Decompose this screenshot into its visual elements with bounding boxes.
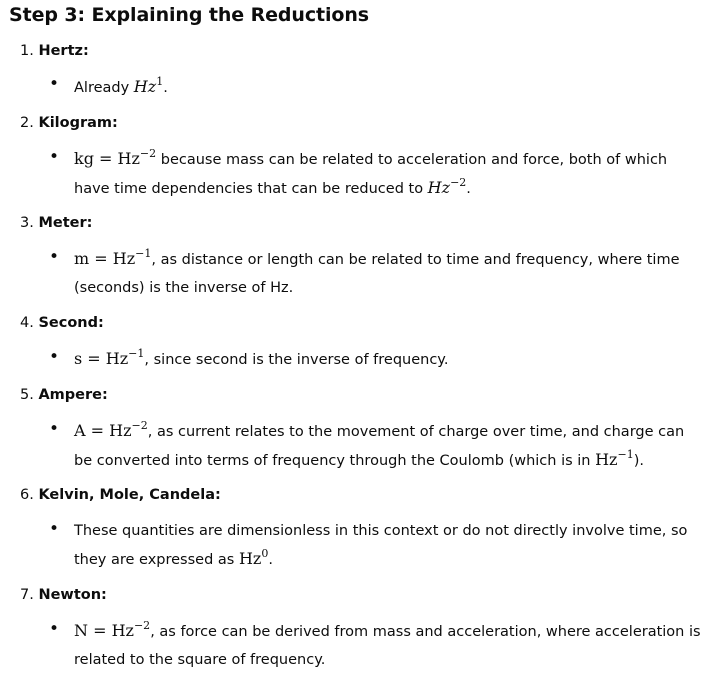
math-equation: A = Hz	[74, 421, 132, 440]
math-expression: Hz	[238, 549, 262, 568]
list-item-number: 4. Second:	[20, 315, 104, 331]
list-item-number: 6. Kelvin, Mole, Candela:	[20, 487, 221, 503]
math-exponent: −2	[133, 619, 151, 632]
math-exponent: 1	[156, 75, 164, 88]
math-expression: Hz	[133, 77, 157, 96]
list-item-text: kg = $Hz^{-2}$ because mass can be related to acceleration and force, both of which have time dependencies that can be reduced to $Hz^{-2}$.	[74, 147, 668, 197]
list-item-number: 5. Ampere:	[20, 387, 108, 403]
list-item-title: Kelvin, Mole, Candela:	[38, 487, 221, 503]
bullet-icon: •	[49, 419, 60, 439]
list-item-number: 3. Meter:	[20, 215, 93, 231]
math-exponent: −2	[450, 176, 467, 189]
math-exponent: −2	[139, 147, 157, 160]
math-exponent: 0	[261, 547, 269, 560]
math-equation: s = Hz	[74, 349, 129, 368]
list-item-text: Already Hz$^1$.	[74, 75, 168, 96]
list-item-text: $s = Hz^{-1}$, since second is the inverse of frequency.	[74, 347, 449, 368]
list-item-title: Kilogram:	[38, 115, 118, 131]
bullet-icon: •	[49, 519, 60, 539]
math-equation: kg = Hz	[74, 149, 140, 168]
list-item-title: Hertz:	[38, 43, 89, 59]
bullet-icon: •	[49, 147, 60, 167]
list-item-text: $m = Hz^{-1}$, as distance or length can be related to time and frequency, where time (seconds) is the inverse of Hz.	[74, 247, 680, 296]
math-exponent: −1	[135, 247, 152, 260]
section-heading: Step 3: Explaining the Reductions	[9, 4, 369, 26]
list-item-number: 1. Hertz:	[20, 43, 89, 59]
list-item-text: These quantities are dimensionless in this context or do not directly involve time, so they are expressed as Hz$^0$.	[74, 523, 688, 568]
math-exponent: −1	[617, 448, 634, 461]
list-item-title: Second:	[38, 315, 104, 331]
math-expression: Hz	[427, 178, 451, 197]
math-equation: m = Hz	[74, 249, 136, 268]
list-item-title: Ampere:	[38, 387, 108, 403]
bullet-icon: •	[49, 247, 60, 267]
math-exponent: −1	[128, 347, 145, 360]
math-exponent: −2	[131, 419, 148, 432]
list-item-text: $A = Hz^{-2}$, as current relates to the movement of charge over time, and charge can be converted into terms of frequency through the Coulomb (which is in $Hz^{-1}$).	[74, 419, 685, 469]
bullet-icon: •	[49, 619, 60, 639]
list-item-number: 2. Kilogram:	[20, 115, 118, 131]
list-item-text: $N = Hz^{-2}$, as force can be derived from mass and acceleration, where acceleration is related to the square of frequency.	[74, 619, 701, 668]
list-item-title: Newton:	[38, 587, 107, 603]
bullet-icon: •	[49, 74, 60, 94]
list-item-number: 7. Newton:	[20, 587, 107, 603]
list-item-title: Meter:	[38, 215, 93, 231]
math-expression: Hz	[595, 450, 618, 469]
math-equation: N = Hz	[74, 621, 134, 640]
bullet-icon: •	[49, 347, 60, 367]
